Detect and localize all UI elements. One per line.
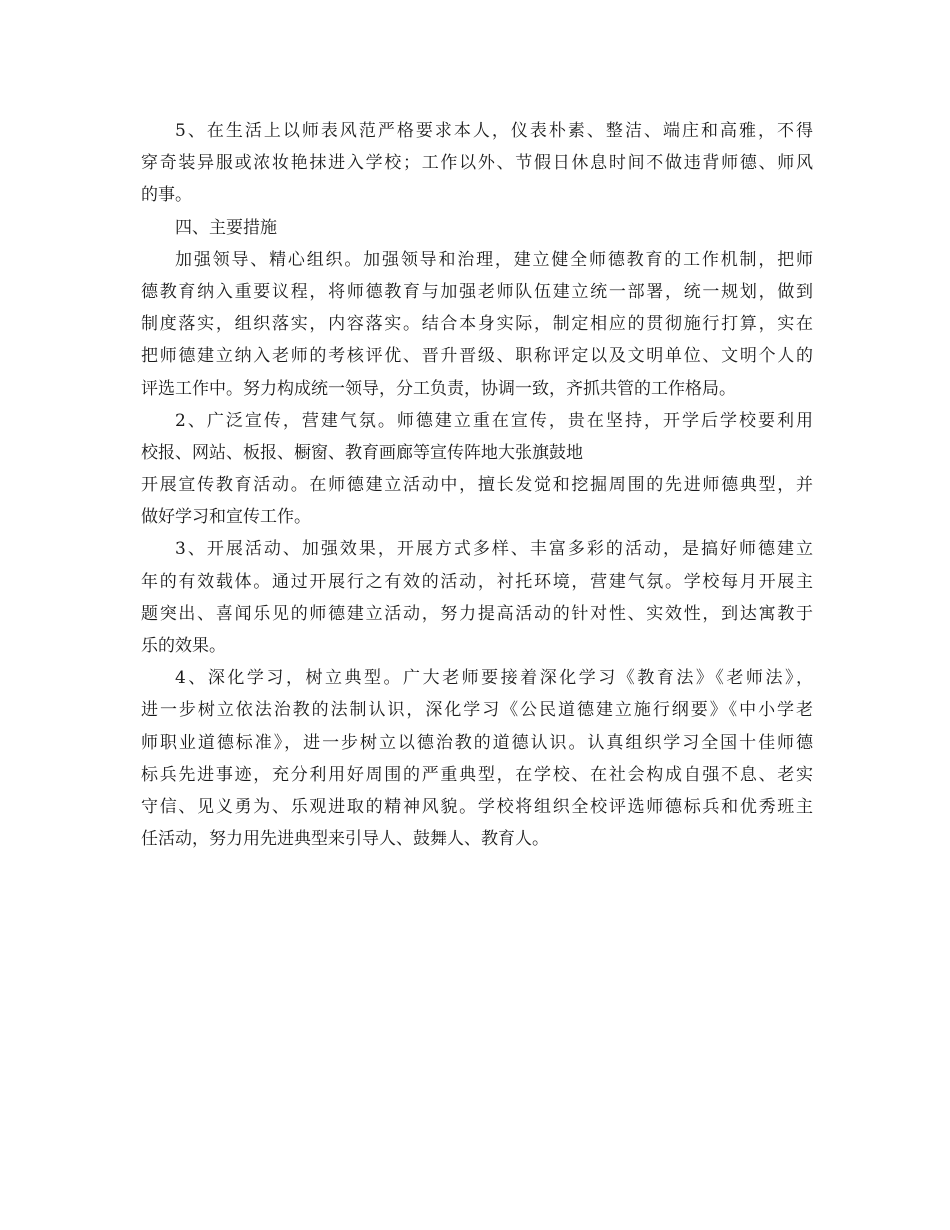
paragraph-measure-1 [141, 244, 813, 405]
text-line: 把师德建立纳入老师的考核评优、晋升晋级、职称评定以及文明单位、文明个人的 [141, 346, 813, 367]
paragraph-measure-4 [141, 662, 813, 855]
text-line: 的事。 [141, 185, 192, 206]
text-line: 5、在生活上以师表风范严格要求本人，仪表朴素、整洁、端庄和高雅，不得 [175, 121, 813, 141]
paragraph-item-5 [141, 115, 813, 212]
section-heading-main-measures [141, 212, 813, 244]
text-line: 德教育纳入重要议程，将师德教育与加强老师队伍建立统一部署，统一规划，做到 [141, 281, 813, 302]
heading-text: 四、主要措施 [175, 217, 277, 238]
text-line: 3、开展活动、加强效果，开展方式多样、丰富多彩的活动，是搞好师德建立 [175, 539, 813, 560]
text-line: 制度落实，组织落实，内容落实。结合本身实际，制定相应的贯彻施行打算，实在 [141, 314, 813, 335]
text-line: 2、广泛宣传，营建气氛。师德建立重在宣传，贵在坚持，开学后学校要利用 [175, 410, 813, 431]
text-line: 任活动，努力用先进典型来引导人、鼓舞人、教育人。 [141, 829, 549, 850]
text-line: 师职业道德标准》，进一步树立以德治教的道德认识。认真组织学习全国十佳师德 [141, 732, 813, 753]
text-line: 进一步树立依法治教的法制认识，深化学习《公民道德建立施行纲要》《中小学老 [141, 700, 813, 721]
text-line: 评选工作中。努力构成统一领导，分工负责，协调一致，齐抓共管的工作格局。 [141, 378, 736, 399]
paragraph-measure-2 [141, 405, 813, 534]
text-line: 乐的效果。 [141, 636, 226, 656]
text-line: 校报、网站、板报、橱窗、教育画廊等宣传阵地大张旗鼓地 [141, 442, 583, 463]
text-line: 加强领导、精心组织。加强领导和治理，建立健全师德教育的工作机制，把师 [175, 249, 813, 270]
text-line: 标兵先进事迹，充分利用好周围的严重典型，在学校、在社会构成自强不息、老实 [141, 764, 813, 785]
text-line: 开展宣传教育活动。在师德建立活动中，擅长发觉和挖掘周围的先进师德典型，并 [141, 475, 813, 496]
text-line: 年的有效载体。通过开展行之有效的活动，衬托环境，营建气氛。学校每月开展主 [141, 571, 813, 592]
paragraph-measure-3 [141, 533, 813, 662]
text-line: 守信、见义勇为、乐观进取的精神风貌。学校将组织全校评选师德标兵和优秀班主 [141, 796, 813, 817]
text-line: 4、深化学习，树立典型。广大老师要接着深化学习《教育法》《老师法》， [175, 668, 813, 689]
text-line: 题突出、喜闻乐见的师德建立活动，努力提高活动的针对性、实效性，到达寓教于 [141, 603, 813, 624]
text-line: 做好学习和宣传工作。 [141, 507, 311, 528]
text-line: 穿奇装异服或浓妆艳抹进入学校；工作以外、节假日休息时间不做违背师德、师风 [141, 153, 813, 174]
document-body [141, 115, 813, 855]
